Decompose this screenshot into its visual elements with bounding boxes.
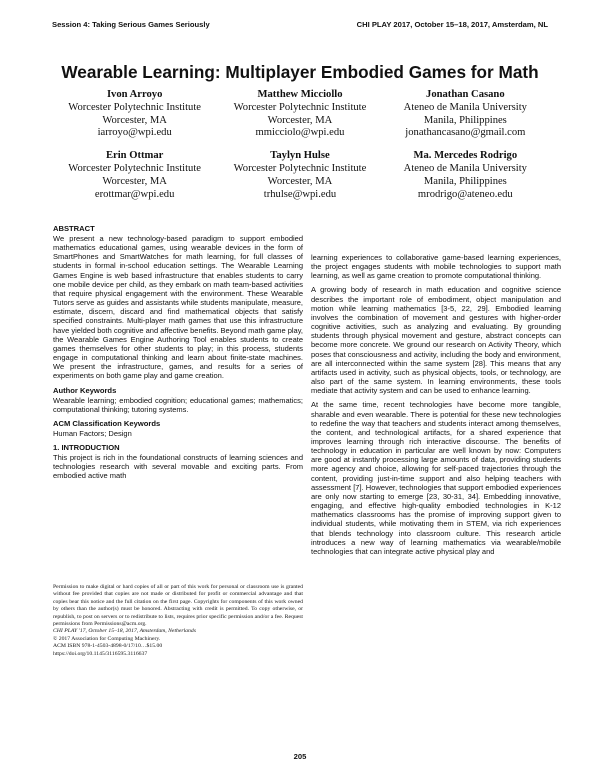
author-affiliation: Ateneo de Manila University [403, 101, 527, 113]
author-entry [383, 150, 548, 201]
author-affiliation: Worcester Polytechnic Institute [68, 162, 202, 174]
author-location: Worcester, MA [102, 114, 167, 126]
author-name: Taylyn Hulse [270, 150, 330, 162]
copyright-line: © 2017 Association for Computing Machinery. [53, 635, 161, 642]
doi-link[interactable]: https://doi.org/10.1145/3116595.3116637 [53, 650, 148, 657]
author-name: Ma. Mercedes Rodrigo [413, 150, 518, 162]
introduction-text: This project is rich in the foundational constructs of learning sciences and technologies research with several movable and exciting parts. From embodied active math [53, 452, 303, 481]
abstract-heading: ABSTRACT [53, 224, 95, 233]
isbn-line: ACM ISBN 978-1-4503-4898-0/17/10…$15.00 [53, 643, 163, 650]
author-name: Matthew Micciollo [257, 89, 343, 100]
author-location: Worcester, MA [267, 114, 333, 126]
author-entry [217, 150, 382, 201]
author-keywords-heading: Author Keywords [53, 385, 117, 395]
author-affiliation: Worcester Polytechnic Institute [233, 101, 367, 113]
author-email: iarroyo@wpi.edu [97, 127, 172, 139]
author-email: erottmar@wpi.edu [94, 188, 175, 200]
left-column [53, 224, 303, 480]
body-paragraph: At the same time, recent technologies have become more tangible, sharable and even wearable. There is potential for these new technologies to redefine the way that teachers and students interact among themselves, the content, and technological artifacts, for a shared experience that improves learning through rich interactive discourse. The benefits of technology in education in particular are well known by now: Computers are good at instantly processing large amounts of data, providing students more agency and choice, allowing for self-paced trajectories through the content, providing just-in-time support and also helping teachers with assessment [7]. However, technologies that support embodied experiences are only now starting to emerge [23, 30-31, 34]. Embedding innovative, engaging, and effective high-quality embodied technologies in K-12 mathematics classrooms has the promise of improving support given to individual students, while motivating them in STEM, via rich experiences that blends technology into classroom culture. This research article introduces a new way of learning mathematics via wearable/mobile technologies that can integrate active physical play and [311, 400, 561, 556]
author-entry [217, 89, 382, 140]
running-head-session: Session 4: Taking Serious Games Seriously [52, 20, 210, 29]
body-paragraph: learning experiences to collaborative game-based learning experiences, the project engages students with mobile technologies to support math learning, as well as game creation to promote computational thinking. [311, 253, 561, 281]
author-name: Jonathan Casano [426, 89, 505, 100]
author-entry [383, 89, 548, 140]
acm-classification-heading: ACM Classification Keywords [53, 418, 161, 428]
author-name: Ivon Arroyo [106, 89, 163, 100]
acm-classification-text: Human Factors; Design [53, 428, 132, 438]
author-email: trhulse@wpi.edu [263, 188, 337, 200]
author-entry [52, 150, 217, 201]
author-entry [52, 89, 217, 140]
right-column [311, 253, 561, 556]
author-email: mrodrigo@ateneo.edu [417, 188, 513, 200]
author-email: mmicciolo@wpi.edu [255, 127, 345, 139]
author-location: Manila, Philippines [423, 114, 507, 126]
author-email: jonathancasano@gmail.com [405, 127, 526, 139]
author-keywords-text: Wearable learning; embodied cognition; educational games; mathematics; computational thinking; tutoring systems. [53, 395, 303, 414]
conference-venue: CHI PLAY '17, October 15–18, 2017, Amsterdam, Netherlands [53, 628, 196, 635]
author-location: Manila, Philippines [423, 175, 507, 187]
abstract-text: We present a new technology-based paradigm to support embodied mathematics educational games, using wearable devices in the form of SmartPhones and SmartWatches for math learning, for full classes of students in formal in-school education settings. The Wearable Learning Games Engine is web based infrastructure that enables students to carry one mobile device per child, as they embark on math team-based activities that require physical engagement with the environment. These Wearable Tutors serve as guides and assistants while students manipulate, measure, estimate, discern, discard and find mathematical objects that satisfy specified constraints. Multi-player math games that use this infrastructure have yielded both cognitive and affective benefits. Beyond math game play, the Wearable Games Engine Authoring Tool enables students to create games themselves for other students to play; in this process, students engage in computational thinking and learn about finite-state machines. We present the infrastructure, games, and results for a series of experiments on both game play and game creation. [53, 234, 303, 381]
copyright-notice [53, 584, 303, 658]
page-number: 205 [293, 752, 307, 761]
permission-text: Permission to make digital or hard copies of all or part of this work for personal or classroom use is granted without fee provided that copies are not made or distributed for profit or commercial advantage and that copies bear this notice and the full citation on the first page. Copyrights for components of this work owned by others than the author(s) must be honored. Abstracting with credit is permitted. To copy otherwise, or republish, to post on servers or to redistribute to lists, requires prior specific permission and/or a fee. Request permissions from Permissions@acm.org. [53, 584, 303, 628]
author-location: Worcester, MA [267, 175, 333, 187]
paper-title: Wearable Learning: Multiplayer Embodied Games for Math [61, 62, 539, 82]
author-name: Erin Ottmar [105, 150, 164, 162]
author-location: Worcester, MA [102, 175, 167, 187]
running-head [52, 20, 548, 29]
author-affiliation: Worcester Polytechnic Institute [68, 101, 202, 113]
body-paragraph: A growing body of research in math education and cognitive science describes the important role of embodiment, object manipulation and motion while learning mathematics [3-5, 22, 29]. Embodied learning involves the combination of movement and gestures with higher-order cognitive activities, such as analyzing and evaluating. By grounding students through physical movement and gesture, abstract concepts can become more concrete. We ground our research on Activity Theory, which poses that consciousness and activity, including the body and environment, are all interconnected within the same system [28]. This means that any artifacts used in activity, such as physical objects, tools, or technology, are also part of the same system. In learning environments, these tools mediate that activity system and can be used to enhance learning. [311, 285, 561, 396]
author-affiliation: Worcester Polytechnic Institute [233, 162, 367, 174]
author-affiliation: Ateneo de Manila University [403, 162, 527, 174]
running-head-venue: CHI PLAY 2017, October 15–18, 2017, Amsterdam, NL [356, 20, 548, 29]
author-block [52, 89, 548, 201]
introduction-heading: 1. INTRODUCTION [53, 442, 120, 452]
